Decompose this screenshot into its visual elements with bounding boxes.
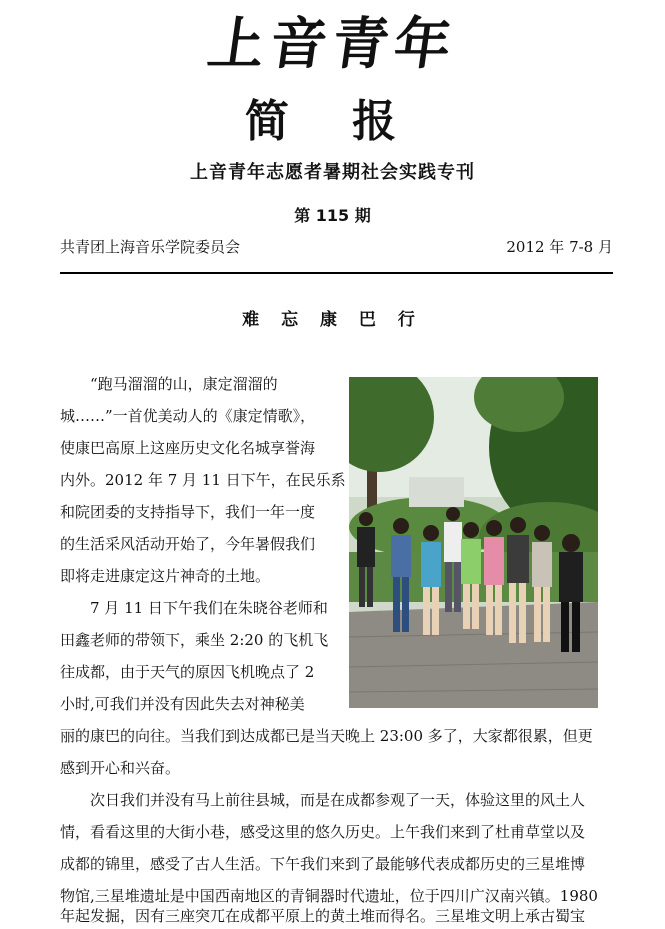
article-line: 城……”一首优美动人的《康定情歌》， — [60, 407, 316, 425]
article-line: 物馆,三星堆遗址是中国西南地区的青铜器时代遗址，位于四川广汉南兴镇。1980 — [60, 887, 598, 905]
masthead: 上音青年 — [203, 11, 462, 77]
article-line: 7 月 11 日下午我们在朱晓谷老师和 — [90, 599, 328, 617]
publication-date: 2012 年 7-8 月 — [506, 238, 613, 256]
article-line: 即将走进康定这片神奇的土地。 — [60, 567, 271, 585]
article-line: 年起发掘，因有三座突兀在成都平原上的黄土堆而得名。三星堆文明上承古蜀宝 — [60, 907, 586, 925]
article-line: 使康巴高原上这座历史文化名城享誉海 — [60, 439, 316, 457]
article-line: 往成都，由于天气的原因飞机晚点了 2 — [60, 663, 315, 681]
article-line: 小时,可我们并没有因此失去对神秘美 — [60, 695, 305, 713]
article-line: 感到开心和兴奋。 — [60, 759, 181, 777]
newsletter-title: 简 报 — [244, 96, 421, 147]
article-line: “跑马溜溜的山，康定溜溜的 — [90, 375, 278, 393]
article-line: 的生活采风活动开始了，今年暑假我们 — [60, 535, 316, 553]
article-line: 内外。2012 年 7 月 11 日下午，在民乐系 — [60, 471, 346, 489]
group-photo — [349, 377, 598, 708]
article-title: 难 忘 康 巴 行 — [242, 310, 423, 330]
article-line: 成都的锦里，感受了古人生活。下午我们来到了最能够代表成都历史的三星堆博 — [60, 855, 586, 873]
article-line: 次日我们并没有马上前往县城，而是在成都参观了一天，体验这里的风土人 — [90, 791, 586, 809]
publisher-org: 共青团上海音乐学院委员会 — [60, 238, 241, 256]
article-line: 和院团委的支持指导下，我们一年一度 — [60, 503, 316, 521]
special-issue-subtitle: 上音青年志愿者暑期社会实践专刊 — [190, 162, 475, 183]
issue-number: 第 115 期 — [294, 206, 371, 225]
article-line: 情，看看这里的大街小巷，感受这里的悠久历史。上午我们来到了杜甫草堂以及 — [60, 823, 586, 841]
article-line: 田鑫老师的带领下，乘坐 2:20 的飞机飞 — [60, 631, 329, 649]
header-divider — [60, 272, 613, 274]
article-line: 丽的康巴的向往。当我们到达成都已是当天晚上 23:00 多了，大家都很累，但更 — [60, 727, 593, 745]
group-photo-illustration — [349, 377, 598, 708]
